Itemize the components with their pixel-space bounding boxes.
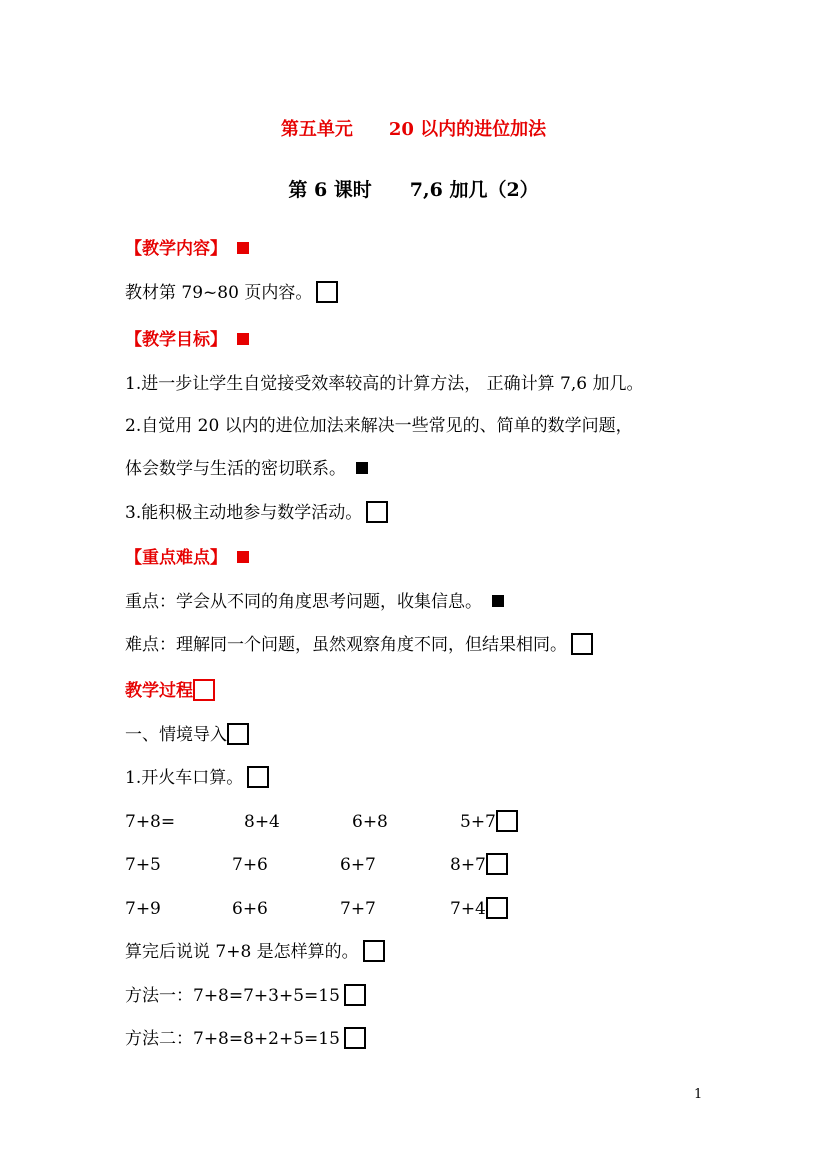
- exercise-item: 7+6: [232, 855, 268, 875]
- checkbox-square-icon: [227, 723, 249, 745]
- exercise-item-last: [450, 897, 508, 921]
- exercise-item: 6+7: [340, 855, 376, 875]
- method-1: 方法一：7+8=7+3+5=15: [125, 986, 340, 1006]
- difficulty-line: [125, 633, 593, 657]
- method-1-line: [125, 984, 366, 1008]
- page-number: 1: [694, 1087, 703, 1102]
- key-heading: [125, 546, 249, 570]
- step-1: 一、情境导入: [125, 725, 227, 745]
- goals-heading-text: 【教学目标】: [125, 330, 227, 350]
- checkbox-square-icon: [486, 897, 508, 919]
- black-square-icon: [492, 595, 504, 607]
- method-2: 方法二：7+8=8+2+5=15: [125, 1029, 340, 1049]
- lesson-title: 第 6 课时 7,6 加几（2）: [288, 179, 539, 201]
- heading-marker-icon: [237, 333, 249, 345]
- black-square-icon: [356, 462, 368, 474]
- unit-title: 第五单元 20 以内的进位加法: [280, 119, 547, 140]
- explain-prompt-line: [125, 940, 385, 964]
- explain-prompt: 算完后说说 7+8 是怎样算的。: [125, 942, 359, 962]
- checkbox-square-icon: [344, 1027, 366, 1049]
- goal-2b-line: [125, 457, 368, 481]
- heading-marker-icon: [237, 551, 249, 563]
- exercise-item: 7+9: [125, 899, 161, 919]
- difficulty: 难点：理解同一个问题，虽然观察角度不同，但结果相同。: [125, 635, 567, 655]
- exercise-item: 7+7: [340, 899, 376, 919]
- heading-marker-icon: [237, 242, 249, 254]
- checkbox-square-icon: [316, 281, 338, 303]
- train-line: [125, 766, 269, 790]
- train-text: 1.开火车口算。: [125, 768, 244, 788]
- checkbox-square-icon: [571, 633, 593, 655]
- checkbox-square-icon: [366, 501, 388, 523]
- checkbox-square-icon: [496, 810, 518, 832]
- goal-3: 3.能积极主动地参与数学活动。: [125, 503, 363, 523]
- checkbox-square-icon: [363, 940, 385, 962]
- goal-1: 1.进一步让学生自觉接受效率较高的计算方法， 正确计算 7,6 加几。: [125, 374, 644, 394]
- process-heading-text: 教学过程: [125, 681, 193, 701]
- goal-2b: 体会数学与生活的密切联系。: [125, 459, 346, 479]
- goal-2a: 2.自觉用 20 以内的进位加法来解决一些常见的、简单的数学问题，: [125, 416, 633, 436]
- key-heading-text: 【重点难点】: [125, 548, 227, 568]
- exercise-item-last: [450, 853, 508, 877]
- exercise-item: 7+4: [450, 899, 486, 919]
- red-box-icon: [193, 679, 215, 701]
- exercise-item: 7+8=: [125, 812, 176, 832]
- key-point: 重点：学会从不同的角度思考问题，收集信息。: [125, 592, 482, 612]
- checkbox-square-icon: [344, 984, 366, 1006]
- content-text-line: [125, 281, 338, 305]
- exercise-item: 8+4: [244, 812, 280, 832]
- goal-3-line: [125, 501, 388, 525]
- exercise-item: 8+7: [450, 855, 486, 875]
- exercise-item-last: [460, 810, 518, 834]
- exercise-item: 6+8: [352, 812, 388, 832]
- exercise-item: 6+6: [232, 899, 268, 919]
- checkbox-square-icon: [247, 766, 269, 788]
- content-text: 教材第 79~80 页内容。: [125, 283, 313, 303]
- step-1-line: [125, 723, 249, 747]
- key-point-line: [125, 590, 504, 614]
- content-heading: [125, 237, 249, 261]
- checkbox-square-icon: [486, 853, 508, 875]
- method-2-line: [125, 1027, 366, 1051]
- goals-heading: [125, 328, 249, 352]
- content-heading-text: 【教学内容】: [125, 239, 227, 259]
- exercise-item: 5+7: [460, 812, 496, 832]
- process-heading: [125, 679, 215, 703]
- exercise-item: 7+5: [125, 855, 161, 875]
